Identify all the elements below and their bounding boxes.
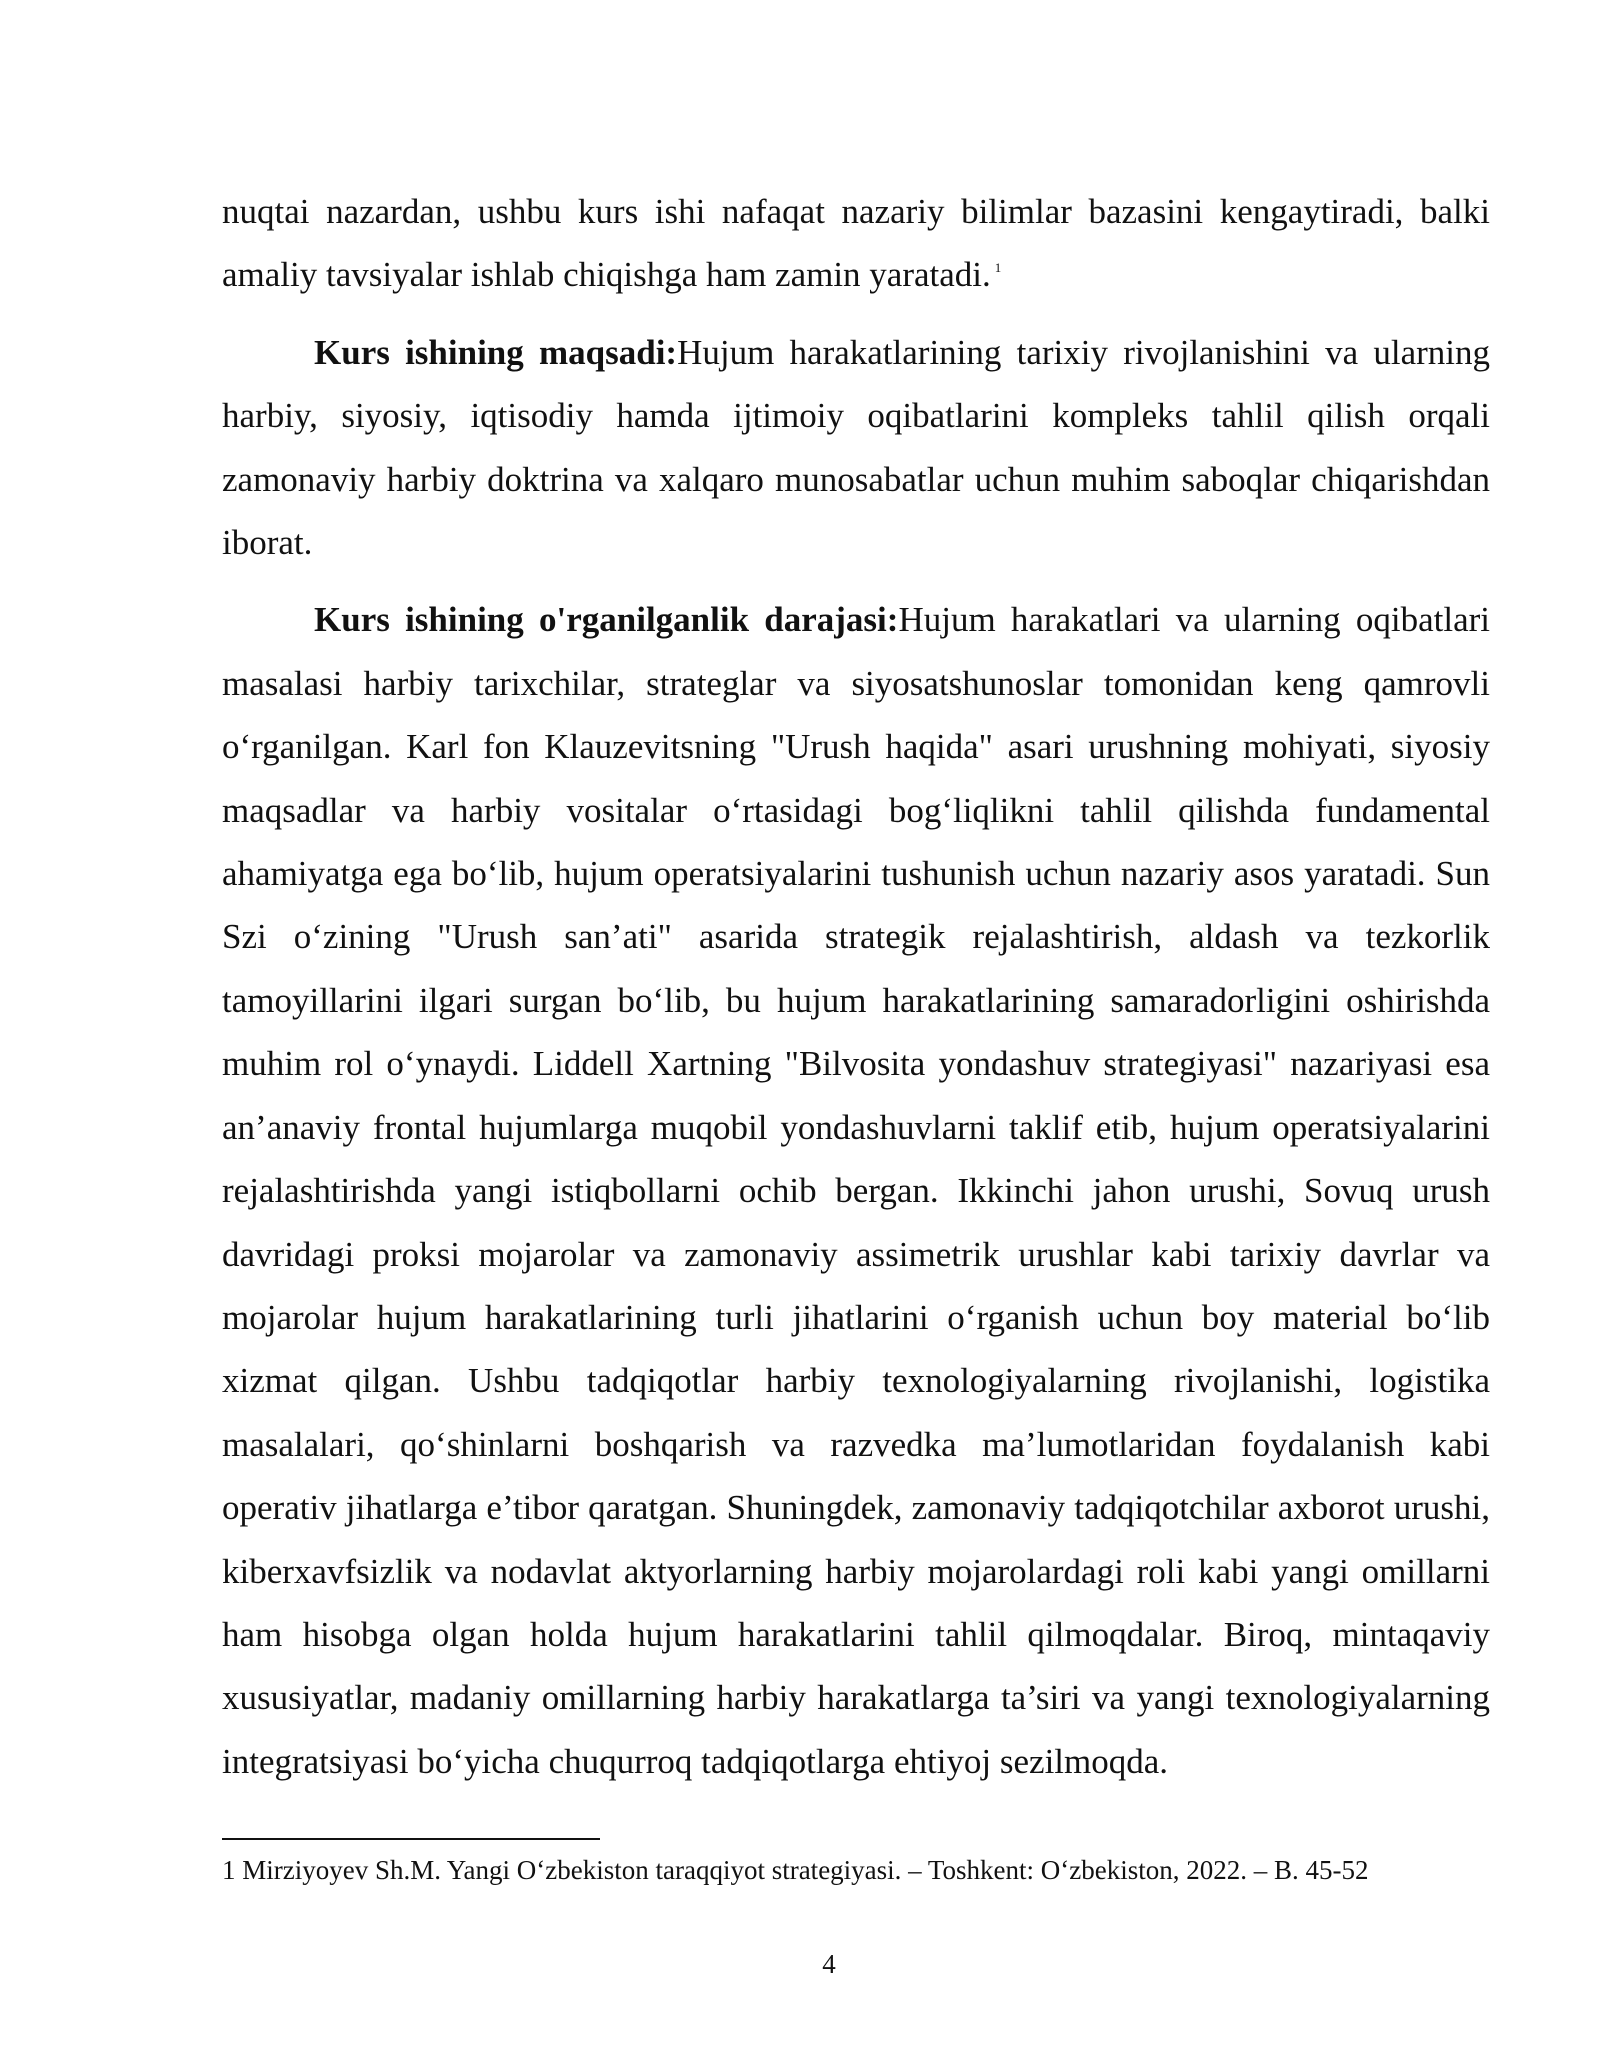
page-number: 4 (822, 1949, 836, 1979)
intro-paragraph (222, 180, 1490, 307)
goal-paragraph (222, 321, 1490, 575)
intro-paragraph-text: nuqtai nazardan, ushbu kurs ishi nafaqat nazariy bilimlar bazasini kengaytiradi, balki amaliy tavsiyalar ishlab chiqishga ham zamin yaratadi. (222, 192, 1490, 295)
study-level-paragraph (222, 588, 1490, 1793)
goal-paragraph-text: Hujum harakatlarining tarixiy rivojlanishini va ularning harbiy, siyosiy, iqtisodiy hamda ijtimoiy oqibatlarini kompleks tahlil qilish orqali zamonaviy harbiy doktrina va xalqaro munosabatlar uchun muhim saboqlar chiqarishdan iborat. (222, 332, 1491, 563)
body-text (222, 180, 1490, 1793)
footnote: 1 Mirziyoyev Sh.M. Yangi O‘zbekiston taraqqiyot strategiyasi. – Toshkent: O‘zbekiston, 2022. – B. 45-52 (222, 1855, 1369, 1885)
study-level-paragraph-text: Hujum harakatlari va ularning oqibatlari masalasi harbiy tarixchilar, strateglar va siyosatshunoslar tomonidan keng qamrovli o‘rganilgan. Karl fon Klauzevitsning "Urush haqida" asari urushning mohiyati, siyosiy maqsadlar va harbiy vositalar o‘rtasidagi bog‘liqlikni tahlil qilishda fundamental ahamiyatga ega bo‘lib, hujum operatsiyalarini tushunish uchun nazariy asos yaratadi. Sun Szi o‘zining "Urush san’ati" asarida strategik rejalashtirish, aldash va tezkorlik tamoyillarini ilgari surgan bo‘lib, bu hujum harakatlarining samaradorligini oshirishda muhim rol o‘ynaydi. Liddell Xartning "Bilvosita yondashuv strategiyasi" nazariyasi esa an’anaviy frontal hujumlarga muqobil yondashuvlarni taklif etib, hujum operatsiyalarini rejalashtirishda yangi istiqbollarni ochib bergan. Ikkinchi jahon urushi, Sovuq urush davridagi proksi mojarolar va zamonaviy assimetrik urushlar kabi tarixiy davrlar va mojarolar hujum harakatlarining turli jihatlarini o‘rganish uchun boy material bo‘lib xizmat qilgan. Ushbu tadqiqotlar harbiy texnologiyalarning rivojlanishi, logistika masalalari, qo‘shinlarni boshqarish va razvedka ma’lumotlaridan foydalanish kabi operativ jihatlarga e’tibor qaratgan. Shuningdek, zamonaviy tadqiqotchilar axborot urushi, kiberxavfsizlik va nodavlat aktyorlarning harbiy mojarolardagi roli kabi yangi omillarni ham hisobga olgan holda hujum harakatlarini tahlil qilmoqdalar. Biroq, mintaqaviy xususiyatlar, madaniy omillarning harbiy harakatlarga ta’siri va yangi texnologiyalarning integratsiyasi bo‘yicha chuqurroq tadqiqotlarga ehtiyoj sezilmoqda. (222, 600, 1490, 1781)
goal-heading: Kurs ishining maqsadi: (314, 332, 678, 372)
footnote-separator (222, 1838, 600, 1840)
study-level-heading: Kurs ishining o'rganilganlik darajasi: (314, 600, 899, 640)
footnote-reference: 1 (994, 260, 1002, 276)
